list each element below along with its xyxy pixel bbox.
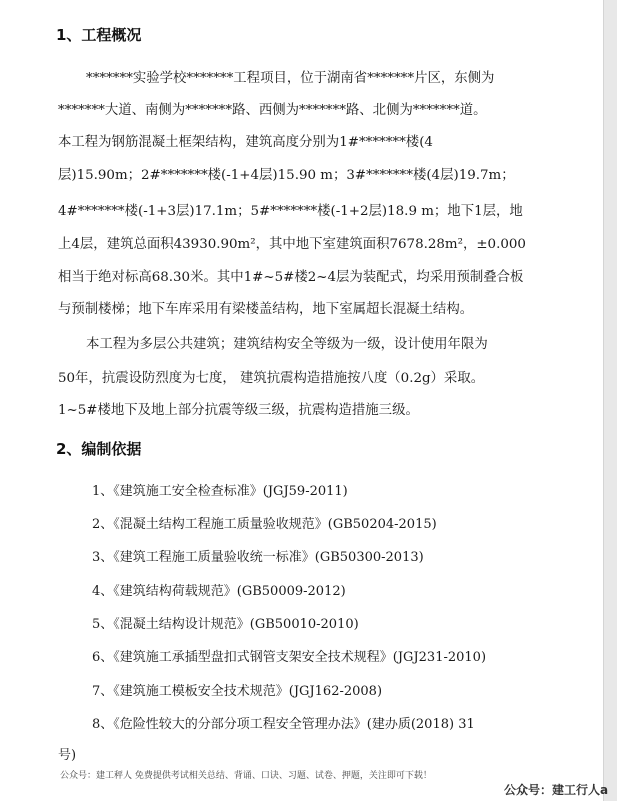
paragraph-line: *******实验学校*******工程项目，位于湖南省*******片区，东侧为 [86, 71, 495, 86]
section-heading-basis: 2、编制依据 [56, 440, 142, 458]
list-item: 7、《建筑施工模板安全技术规范》(JGJ162-2008) [92, 684, 383, 699]
list-item: 3、《建筑工程施工质量验收统一标准》(GB50300-2013) [92, 550, 424, 565]
list-item: 1、《建筑施工安全检查标准》(JGJ59-2011) [92, 484, 348, 499]
paragraph-line: 1~5#楼地下及地上部分抗震等级三级，抗震构造措施三级。 [58, 403, 419, 418]
list-item-continuation: 号) [58, 748, 77, 763]
list-item: 4、《建筑结构荷载规范》(GB50009-2012) [92, 584, 346, 599]
watermark: 公众号：建工行人a [504, 783, 609, 797]
list-item: 8、《危险性较大的分部分项工程安全管理办法》(建办质(2018) 31 [92, 717, 475, 732]
paragraph-line: 上4层，建筑总面积43930.90m²，其中地下室建筑面积7678.28m²，±0.000 [58, 237, 526, 252]
paragraph-line: 50年，抗震设防烈度为七度， 建筑抗震构造措施按八度（0.2g）采取。 [58, 371, 485, 386]
paragraph-line: 相当于绝对标高68.30米。其中1#~5#楼2~4层为装配式，均采用预制叠合板 [58, 270, 524, 285]
paragraph-line: 本工程为钢筋混凝土框架结构，建筑高度分别为1#*******楼(4 [58, 135, 433, 150]
footer-note: 公众号：建工秤人 免费提供考试相关总结、背诵、口诀、习题、试卷、押题，关注即可下载！ [60, 771, 432, 781]
list-item: 2、《混凝土结构工程施工质量验收规范》(GB50204-2015) [92, 517, 437, 532]
paragraph-line: 4#*******楼(-1+3层)17.1m；5#*******楼(-1+2层)18.9 m；地下1层，地 [58, 204, 523, 219]
paragraph-line: *******大道、南侧为*******路、西侧为*******路、北侧为*******道。 [58, 103, 487, 118]
paragraph-line: 层)15.90m；2#*******楼(-1+4层)15.90 m；3#*******楼(4层)19.7m； [58, 168, 515, 183]
list-item: 6、《建筑施工承插型盘扣式钢管支架安全技术规程》(JGJ231-2010) [92, 650, 487, 665]
paragraph-line: 与预制楼梯；地下车库采用有梁楼盖结构，地下室属超长混凝土结构。 [58, 302, 474, 317]
section-heading-overview: 1、工程概况 [56, 26, 142, 44]
scrollbar-track[interactable] [603, 0, 617, 801]
list-item: 5、《混凝土结构设计规范》(GB50010-2010) [92, 617, 359, 632]
paragraph-line: 本工程为多层公共建筑；建筑结构安全等级为一级，设计使用年限为 [86, 337, 488, 352]
